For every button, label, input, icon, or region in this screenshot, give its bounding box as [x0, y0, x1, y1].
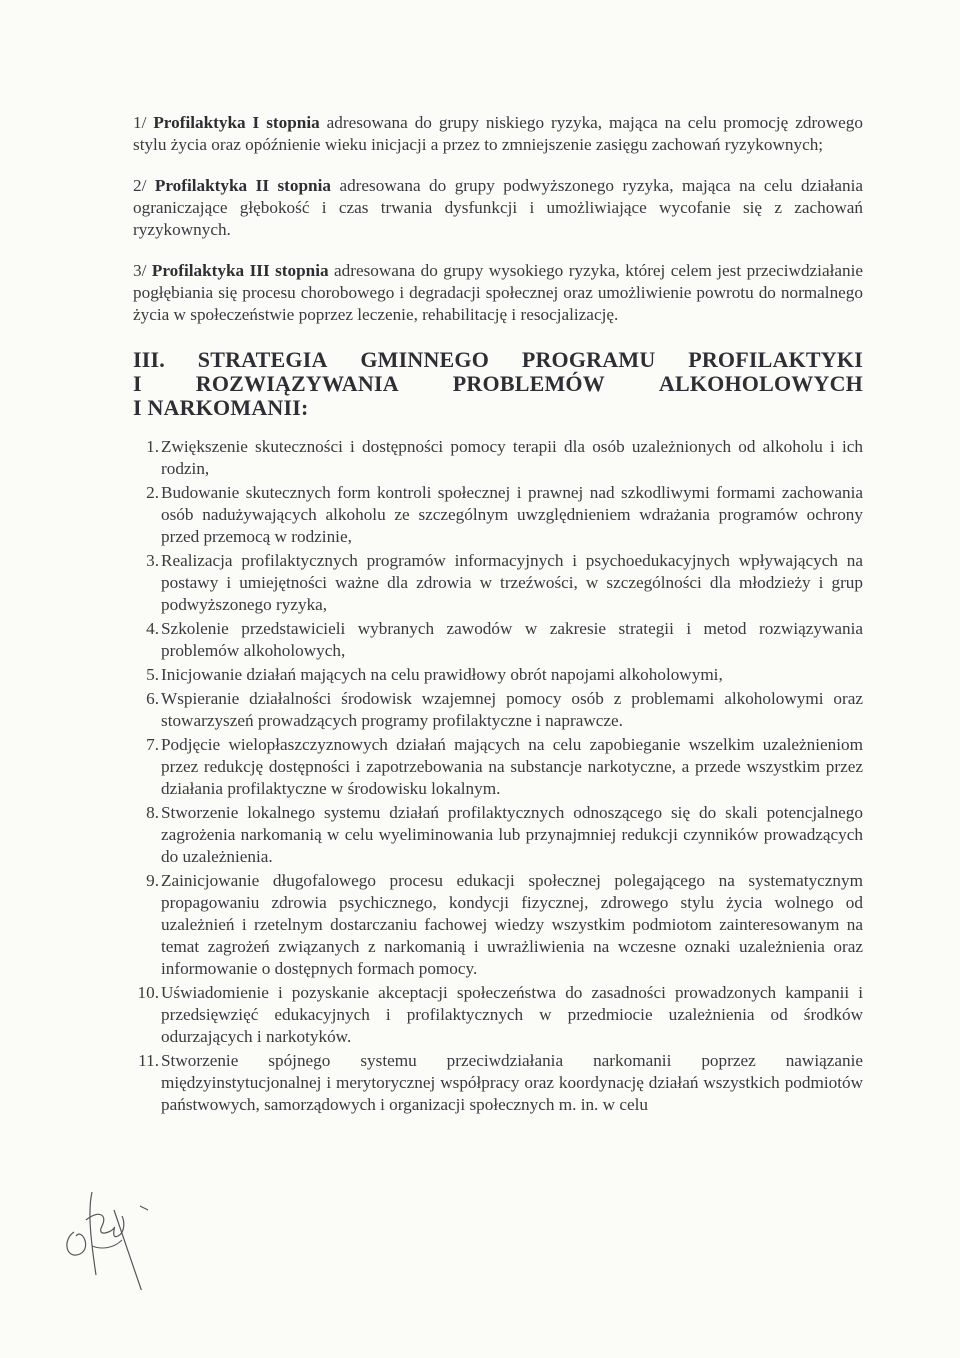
list-item-text: Realizacja profilaktycznych programów informacyjnych i psychoedukacyjnych wpływających na postawy i umiejętności ważne dla zdrowia w trzeźwości, w szczególności dla młodzieży i grup podwyższonego ryzyka, [161, 551, 863, 614]
list-item-number: 9. [146, 871, 159, 890]
list-item-number: 6. [146, 689, 159, 708]
heading-word: III. [133, 347, 165, 372]
list-item-text: Podjęcie wielopłaszczyznowych działań mających na celu zapobieganie wszelkim uzależnieniom przez redukcję dostępności i zapotrzebowania na substancje narkotyczne, a przede wszystkim przez działania profilaktyczne w środowisku lokalnym. [161, 735, 863, 798]
document-page [133, 112, 863, 1118]
list-item-text: Budowanie skutecznych form kontroli społecznej i prawnej nad szkodliwymi formami zachowania osób nadużywających alkoholu ze szczególnym uwzględnieniem wdrażania programów ochrony przed przemocą w rodzinie, [161, 483, 863, 546]
list-item [133, 802, 863, 868]
list-item-text: Zwiększenie skuteczności i dostępności pomocy terapii dla osób uzależnionych od alkoholu i ich rodzin, [161, 437, 863, 478]
paragraph-bold-term: Profilaktyka I stopnia [153, 113, 320, 132]
heading-line-3 [133, 396, 863, 420]
list-item-number: 4. [146, 619, 159, 638]
list-item [133, 550, 863, 616]
list-item [133, 1050, 863, 1116]
paragraph-text: adresowana do grupy wysokiego ryzyka, której celem jest przeciwdziałanie pogłębiania się procesu chorobowego i degradacji społecznej oraz umożliwienie powrotu do normalnego życia w społeczeństwie poprzez leczenie, rehabilitację i resocjalizację. [133, 261, 863, 324]
paragraph-text: adresowana do grupy niskiego ryzyka, mająca na celu promocję zdrowego stylu życia oraz opóźnienie wieku inicjacji a przez to zmniejszenie zasięgu zachowań ryzykownych; [133, 113, 863, 154]
list-item-text: Wspieranie działalności środowisk wzajemnej pomocy osób z problemami alkoholowymi oraz stowarzyszeń prowadzących programy profilaktyczne i naprawcze. [161, 689, 863, 730]
list-item [133, 870, 863, 980]
list-item [133, 436, 863, 480]
list-item-text: Stworzenie lokalnego systemu działań profilaktycznych odnoszącego się do skali potencjalnego zagrożenia narkomanią w celu wyeliminowania lub przynajmniej redukcji czynników prowadzących do uzależnienia. [161, 803, 863, 866]
paragraph-bold-term: Profilaktyka II stopnia [154, 176, 331, 195]
list-item-text: Stworzenie spójnego systemu przeciwdziałania narkomanii poprzez nawiązanie międzyinstytucjonalnej i merytorycznej współpracy oraz koordynację działań wszystkich podmiotów państwowych, samorządowych i organizacji społecznych m. in. w celu [161, 1051, 863, 1114]
list-item-text: Szkolenie przedstawicieli wybranych zawodów w zakresie strategii i metod rozwiązywania problemów alkoholowych, [161, 619, 863, 660]
heading-word: ALKOHOLOWYCH [658, 371, 863, 396]
heading-word: I NARKOMANII: [133, 395, 309, 420]
paragraph-prevention-level-3 [133, 260, 863, 326]
heading-word: GMINNEGO [360, 347, 490, 372]
list-item [133, 664, 863, 686]
list-item-number: 11. [138, 1051, 159, 1070]
strategy-list [133, 436, 863, 1116]
heading-word: ROZWIĄZYWANIA [195, 371, 399, 396]
heading-word: PROBLEMÓW [452, 371, 605, 396]
paragraph-prevention-level-2 [133, 175, 863, 241]
heading-word: STRATEGIA [197, 347, 328, 372]
paragraph-number: 3/ [133, 261, 152, 280]
heading-word: PROGRAMU [521, 347, 656, 372]
list-item-number: 2. [146, 483, 159, 502]
list-item-number: 7. [146, 735, 159, 754]
list-item [133, 618, 863, 662]
paragraph-text: adresowana do grupy podwyższonego ryzyka, mająca na celu działania ograniczające głębokość i czas trwania dysfunkcji i umożliwiające wycofanie się z zachowań ryzykownych. [133, 176, 863, 239]
handwritten-signature [52, 1180, 162, 1290]
paragraph-number: 1/ [133, 113, 154, 132]
list-item-number: 10. [137, 983, 159, 1002]
list-item [133, 688, 863, 732]
list-item-text: Uświadomienie i pozyskanie akceptacji społeczeństwa do zasadności prowadzonych kampanii i przedsięwzięć edukacyjnych i profilaktycznych w przedmiocie uzależnienia od środków odurzających i narkotyków. [161, 983, 863, 1046]
paragraph-prevention-level-1 [133, 112, 863, 156]
section-heading [133, 348, 863, 420]
list-item-number: 1. [146, 437, 159, 456]
heading-word: I [133, 371, 142, 396]
list-item-number: 5. [146, 665, 159, 684]
heading-word: PROFILAKTYKI [688, 347, 863, 372]
list-item-number: 8. [146, 803, 159, 822]
paragraph-number: 2/ [133, 176, 155, 195]
list-item-text: Inicjowanie działań mających na celu prawidłowy obrót napojami alkoholowymi, [161, 665, 723, 684]
list-item-number: 3. [146, 551, 159, 570]
heading-line-2 [133, 372, 863, 396]
list-item-text: Zainicjowanie długofalowego procesu edukacji społecznej polegającego na systematycznym propagowaniu zdrowia psychicznego, kondycji fizycznej, zdrowego stylu życia wolnego od uzależnień i rzetelnym dostarczaniu fachowej wiedzy wszystkim podmiotom zainteresowanym na temat zagrożeń związanych z narkomanią i uwrażliwienia na wczesne oznaki uzależnienia oraz informowanie o dostępnych formach pomocy. [161, 871, 863, 978]
heading-line-1 [133, 348, 863, 372]
list-item [133, 734, 863, 800]
paragraph-bold-term: Profilaktyka III stopnia [151, 261, 329, 280]
list-item [133, 482, 863, 548]
list-item [133, 982, 863, 1048]
